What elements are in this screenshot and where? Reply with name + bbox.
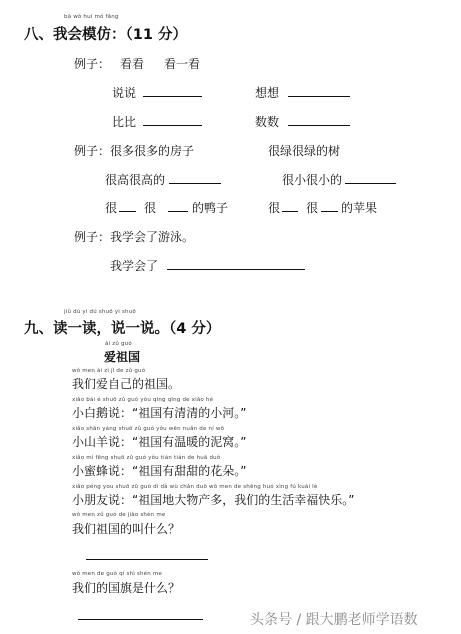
- poem-line-2-pinyin: xiǎo bái é shuō zǔ guó yǒu qīng qīng de xiǎo hé: [72, 397, 214, 403]
- example3: 例子：我学会了游泳。: [74, 230, 195, 244]
- poem-line-1-pinyin: wǒ men ài zì jǐ de zǔ guó: [72, 368, 146, 374]
- blank-shuoshuo[interactable]: [143, 96, 202, 97]
- question2: 我们的国旗是什么？: [72, 581, 181, 595]
- blank-pingguo-2[interactable]: [321, 211, 338, 212]
- poem-line-2: 小白鹅说：“祖国有清清的小河。”: [72, 406, 247, 420]
- example2: 例子：很多很多的房子: [74, 144, 195, 158]
- poem-line-3: 小山羊说：“祖国有温暖的泥窝。”: [72, 435, 247, 449]
- poem-line-4-pinyin: xiǎo mì fēng shuō zǔ guó yǒu tián tián de huā duǒ: [72, 455, 221, 461]
- item-shushu: 数数: [255, 115, 280, 129]
- phrase-pingguo: 的苹果: [341, 201, 378, 215]
- section8-title: 八、我会模仿：（11 分）: [24, 27, 187, 43]
- item-shuoshuo: 说说: [112, 86, 137, 100]
- watermark: 头条号 / 跟大鹏老师学语数: [250, 612, 418, 628]
- blank-yazi-2[interactable]: [168, 211, 188, 212]
- hen-2: 很: [144, 201, 157, 215]
- blank-xiangxiang[interactable]: [288, 96, 350, 97]
- hen-3: 很: [268, 201, 281, 215]
- blank-bibi[interactable]: [143, 125, 202, 126]
- phrase-xiao: 很小很小的: [282, 173, 343, 187]
- example1-b: 看一看: [164, 57, 201, 71]
- blank-xuehui[interactable]: [167, 269, 305, 270]
- poem-line-3-pinyin: xiǎo shān yáng shuō zǔ guó yǒu wēn nuǎn de ní wō: [72, 426, 225, 432]
- item-bibi: 比比: [112, 115, 137, 129]
- section9-pinyin: jiǔ dú yi dú shuō yi shuō: [64, 309, 136, 315]
- blank-pingguo-1[interactable]: [282, 211, 298, 212]
- blank-shushu[interactable]: [288, 125, 350, 126]
- hen-4: 很: [306, 201, 319, 215]
- section8-pinyin: bā wǒ huì mó fǎng: [64, 14, 119, 20]
- blank-gao[interactable]: [169, 183, 221, 184]
- blank-xiao[interactable]: [345, 183, 396, 184]
- phrase-xuehui: 我学会了: [110, 259, 159, 273]
- example2-b: 很绿很绿的树: [268, 144, 341, 158]
- poem-line-1: 我们爱自己的祖国。: [72, 377, 181, 391]
- phrase-gao: 很高很高的: [105, 173, 166, 187]
- section9-title: 九、读一读，说一说。（4 分）: [24, 321, 221, 337]
- answer-line-1[interactable]: [86, 559, 208, 560]
- poem-line-5: 小朋友说：“祖国地大物产多，我们的生活幸福快乐。”: [72, 493, 355, 507]
- question1-pinyin: wǒ men zǔ guó de jiào shén me: [72, 512, 166, 518]
- blank-yazi-1[interactable]: [119, 211, 136, 212]
- example1-a: 看看: [120, 57, 145, 71]
- hen-1: 很: [105, 201, 118, 215]
- question2-pinyin: wǒ men de guó qí shì shén me: [72, 571, 163, 577]
- example1-label: 例子：: [74, 57, 111, 71]
- phrase-yazi: 的鸭子: [192, 201, 229, 215]
- answer-line-2[interactable]: [78, 619, 203, 620]
- item-xiangxiang: 想想: [255, 86, 280, 100]
- question1: 我们祖国的叫什么？: [72, 522, 181, 536]
- poem-line-4: 小蜜蜂说：“祖国有甜甜的花朵。”: [72, 464, 247, 478]
- poem-title: 爱祖国: [104, 350, 141, 364]
- poem-title-pinyin: ài zǔ guó: [105, 341, 132, 347]
- poem-line-5-pinyin: xiǎo péng you shuō zǔ guó dì dà wù chǎn duō wǒ men de shēng huó xìng fú kuài lè: [72, 484, 318, 490]
